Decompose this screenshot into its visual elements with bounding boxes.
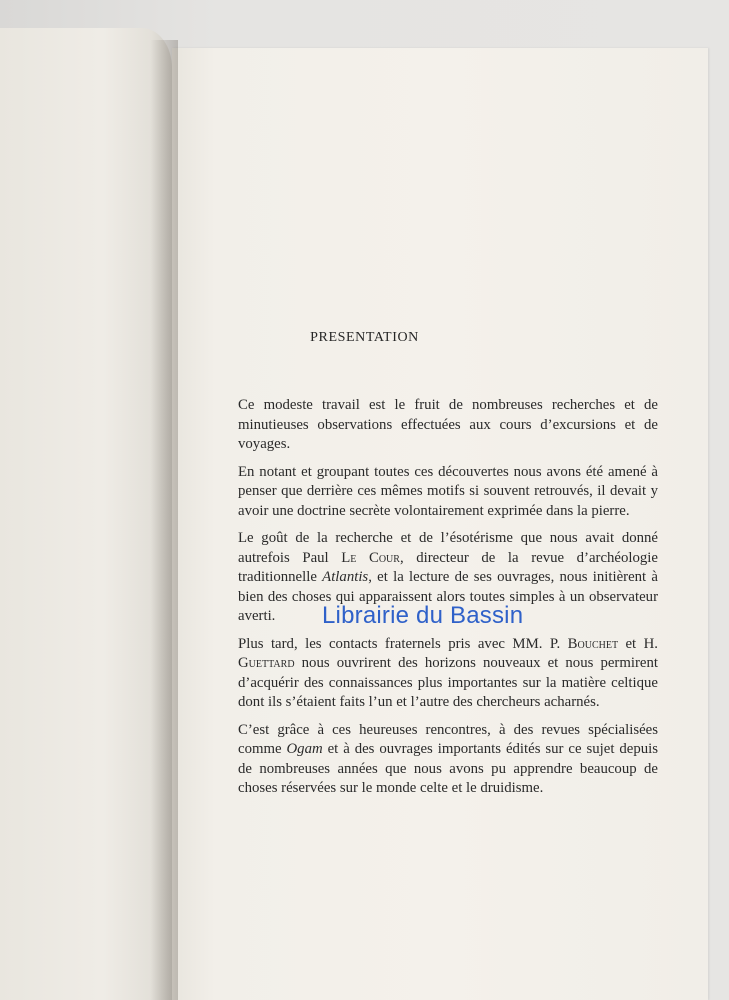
paragraph xyxy=(238,635,658,713)
paragraph-text-run: , et la lecture de ses ouvrages, nous initièrent à bien des choses qui apparaissent alors toutes simples à un observateur averti. xyxy=(238,569,658,624)
paragraph-text-run: , directeur de la revue d’archéologie traditionnelle xyxy=(238,549,658,585)
paragraph xyxy=(238,396,658,455)
paragraph-text-run: En notant et groupant toutes ces découvertes nous avons été amené à penser que derrière ces mêmes motifs si souvent retrouvés, il devait y avoir une doctrine secrète volontairement exprimée dans la pierre. xyxy=(238,463,658,519)
paragraph-text-run: Atlantis xyxy=(322,569,369,585)
left-page xyxy=(0,28,172,1000)
book-gutter xyxy=(150,40,178,1000)
paragraph xyxy=(238,463,658,522)
page-title: PRESENTATION xyxy=(310,330,419,345)
paragraph-text-run: Ogam xyxy=(286,741,323,757)
paragraph-text-run: Le Cour xyxy=(341,549,400,566)
paragraph-text-run: nous ouvrirent des horizons nouveaux et nous permirent d’acquérir des connaissances plus importantes sur la matière celtique dont ils s’étaient faits l’un et l’autre des chercheurs acharnés. xyxy=(238,655,658,710)
paragraph-text-run: Plus tard, les contacts fraternels pris avec MM. P. xyxy=(238,635,568,652)
paragraph-text-run: Ce modeste travail est le fruit de nombreuses recherches et de minutieuses observations effectuées aux cours d’excursions et de voyages. xyxy=(238,397,658,452)
paragraph-text-run: C’est grâce à ces heureuses rencontres, à des revues spécialisées comme xyxy=(238,721,658,757)
watermark: Librairie du Bassin xyxy=(322,602,524,629)
paragraph-text-run: Bouchet xyxy=(567,635,619,652)
paragraph-text-run: et à des ouvrages importants édités sur ce sujet depuis de nombreuses années que nous avons pu apprendre beaucoup de choses réservées sur le monde celte et le druidisme. xyxy=(238,741,658,796)
paragraph xyxy=(238,721,658,799)
paragraph-text-run: Guettard xyxy=(238,655,295,671)
paragraph-text-run: Le goût de la recherche et de l’ésotérisme que nous avait donné autrefois Paul xyxy=(238,530,658,566)
paragraph-text-run: et H. xyxy=(618,635,659,652)
